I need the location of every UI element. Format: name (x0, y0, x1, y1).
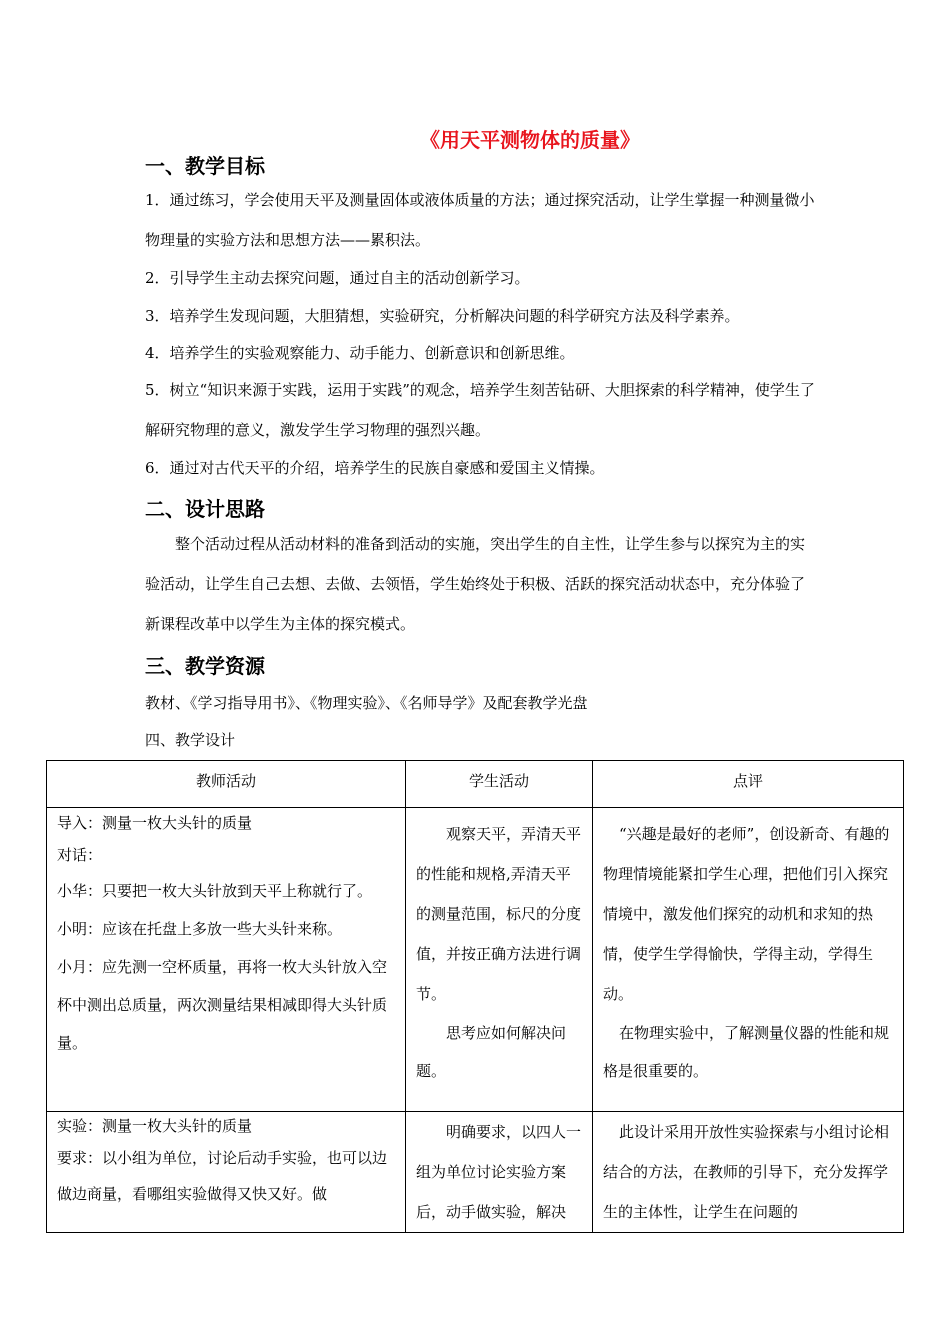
row2-student-text: 明确要求，以四人一组为单位讨论实验方案后，动手做实验，解决 (416, 1123, 582, 1221)
objective-item-1: 1．通过练习，学会使用天平及测量固体或液体质量的方法；通过探究活动，让学生掌握一种测量微小物理量的实验方法和思想方法——累积法。 (145, 191, 815, 249)
row1-teacher-line: 小月：应先测一空杯质量，再将一枚大头针放入空杯中测出总质量，两次测量结果相减即得大头针质量。 (57, 958, 388, 1052)
row2-teacher-cell (47, 1112, 406, 1233)
row1-comment-text: “兴趣是最好的老师”，创设新奇、有趣的物理情境能紧扣学生心理，把他们引入探究情境中，激发他们探究的动机和求知的热情，使学生学得愉快，学得主动，学得生动。 (603, 825, 890, 1003)
row2-comment-cell (593, 1112, 904, 1233)
row2-teacher-line: 实验：测量一枚大头针的质量 (57, 1117, 253, 1135)
row1-teacher-line: 小明：应该在托盘上多放一些大头针来称。 (57, 920, 343, 938)
table-header-row (47, 761, 904, 808)
row1-student-cell (406, 808, 593, 1112)
row2-teacher-line: 要求：以小组为单位，讨论后动手实验，也可以边做边商量，看哪组实验做得又快又好。做 (57, 1149, 388, 1203)
row1-teacher-line: 小华：只要把一枚大头针放到天平上称就行了。 (57, 882, 373, 900)
section-heading-teaching-design: 四、教学设计 (145, 731, 236, 749)
row1-teacher-line: 对话： (57, 846, 103, 864)
row1-comment-text: 在物理实验中，了解测量仪器的性能和规格是很重要的。 (603, 1024, 890, 1080)
section-heading-design-idea: 二、设计思路 (145, 497, 265, 521)
table-row (47, 808, 904, 1112)
resources-text: 教材、《学习指导用书》、《物理实验》、《名师导学》及配套教学光盘 (145, 694, 588, 712)
row2-student-cell (406, 1112, 593, 1233)
row1-student-text: 观察天平，弄清天平的性能和规格,弄清天平的测量范围，标尺的分度值，并按正确方法进行调节。 (416, 825, 582, 1003)
row1-comment-cell (593, 808, 904, 1112)
design-idea-paragraph: 整个活动过程从活动材料的准备到活动的实施，突出学生的自主性，让学生参与以探究为主的实验活动，让学生自己去想、去做、去领悟，学生始终处于积极、活跃的探究活动状态中，充分体验了新课程改革中以学生为主体的探究模式。 (145, 535, 806, 633)
objective-item-3: 3．培养学生发现问题，大胆猜想，实验研究，分析解决问题的科学研究方法及科学素养。 (145, 307, 740, 325)
objective-item-2: 2．引导学生主动去探究问题，通过自主的活动创新学习。 (145, 269, 530, 287)
row1-teacher-line: 导入：测量一枚大头针的质量 (57, 814, 253, 832)
objective-item-5: 5．树立“知识来源于实践，运用于实践”的观念，培养学生刻苦钻研、大胆探索的科学精神，使学生了解研究物理的意义，激发学生学习物理的强烈兴趣。 (145, 381, 815, 439)
row1-teacher-cell (47, 808, 406, 1112)
document-title: 《用天平测物体的质量》 (420, 128, 640, 152)
header-comment: 点评 (593, 761, 904, 808)
objective-item-4: 4．培养学生的实验观察能力、动手能力、创新意识和创新思维。 (145, 344, 575, 362)
header-teacher-activity: 教师活动 (47, 761, 406, 808)
row1-student-text: 思考应如何解决问题。 (416, 1024, 567, 1080)
section-heading-resources: 三、教学资源 (145, 654, 265, 678)
objective-item-6: 6．通过对古代天平的介绍，培养学生的民族自豪感和爱国主义情操。 (145, 459, 605, 477)
teaching-design-table (46, 760, 904, 1233)
table-row (47, 1112, 904, 1233)
row2-comment-text: 此设计采用开放性实验探索与小组讨论相结合的方法，在教师的引导下，充分发挥学生的主体性，让学生在问题的 (603, 1123, 890, 1221)
header-student-activity: 学生活动 (406, 761, 593, 808)
section-heading-objectives: 一、教学目标 (145, 154, 265, 178)
